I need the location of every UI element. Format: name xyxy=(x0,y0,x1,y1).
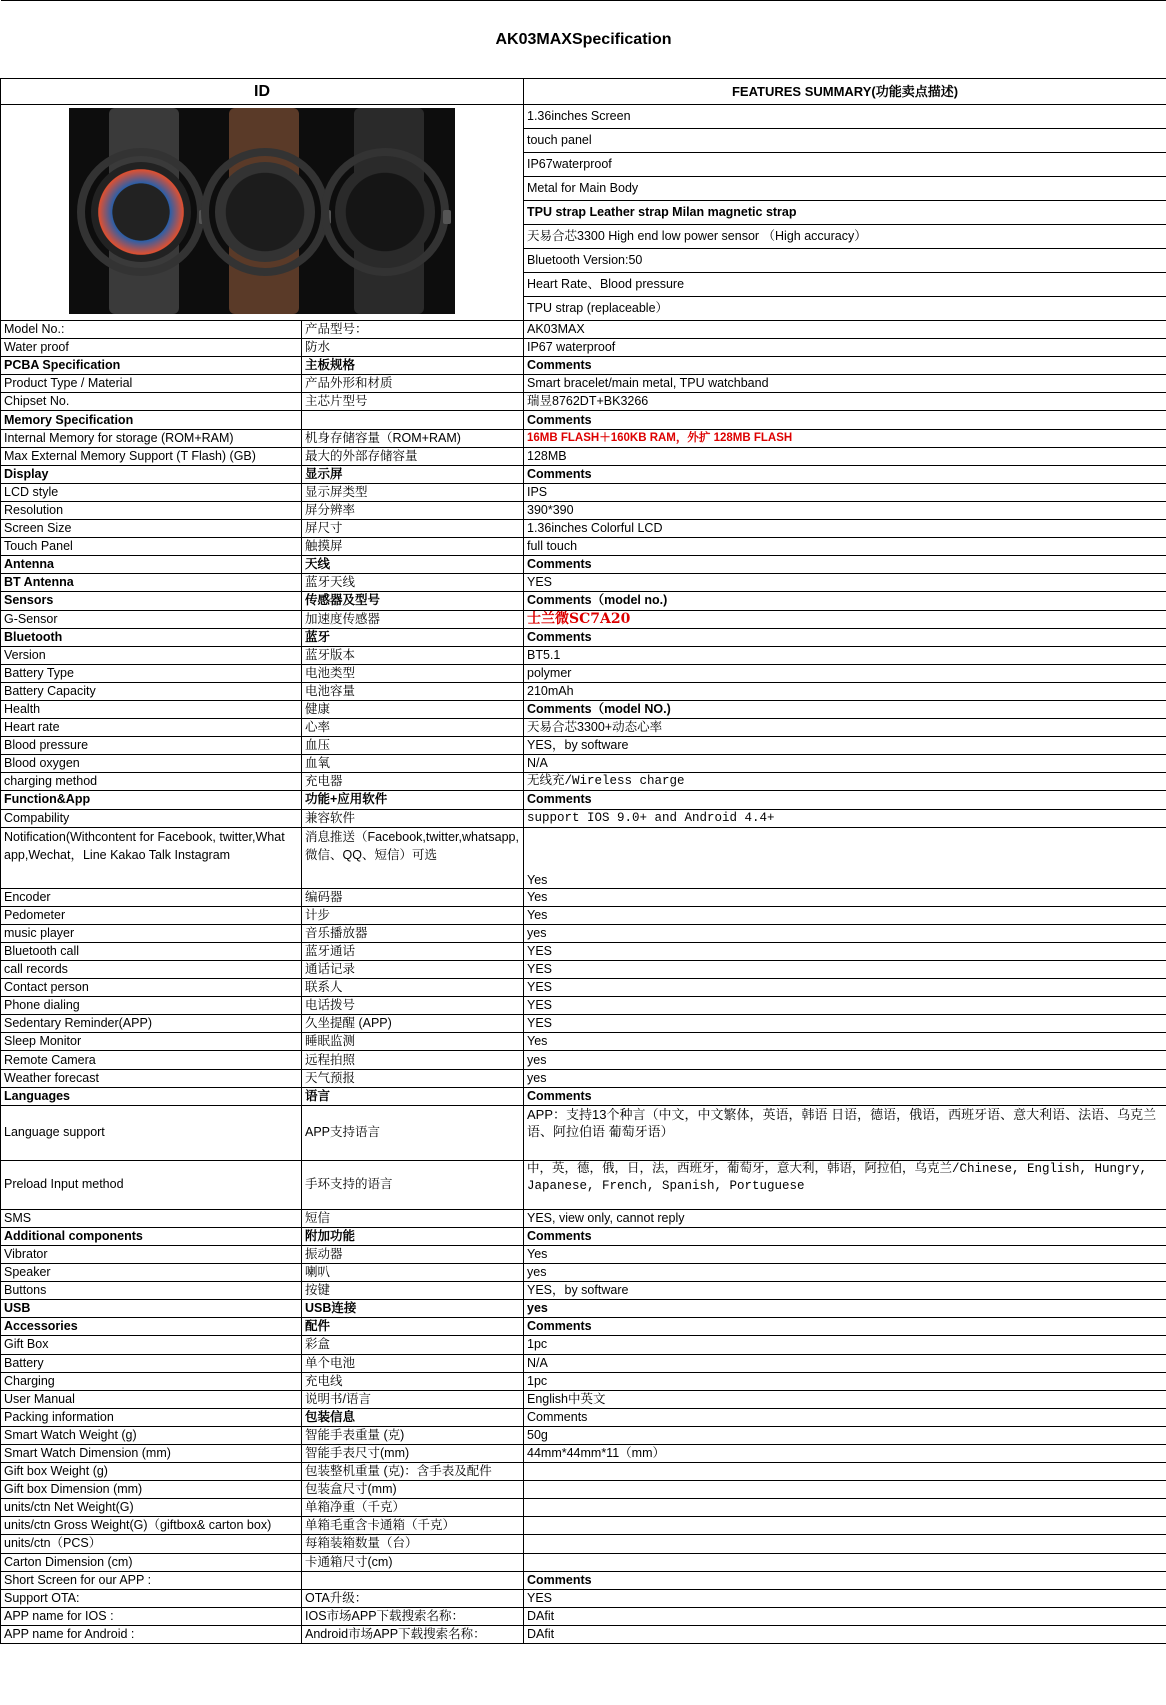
spec-label-en: Bluetooth call xyxy=(1,942,302,960)
spec-value: 1pc xyxy=(524,1372,1166,1390)
spec-row xyxy=(1,1426,1166,1444)
spec-value: 士兰微SC7A20 xyxy=(524,610,1166,628)
spec-label-en: Bluetooth xyxy=(1,628,302,646)
spec-row xyxy=(1,1463,1166,1481)
spec-row xyxy=(1,556,1166,574)
spec-value: Comments xyxy=(524,1227,1166,1245)
spec-label-cn: 屏尺寸 xyxy=(302,520,524,538)
spec-label-en: Compability xyxy=(1,809,302,827)
spec-label-en: Gift box Dimension (mm) xyxy=(1,1481,302,1499)
spec-row xyxy=(1,906,1166,924)
spec-row xyxy=(1,664,1166,682)
spec-value xyxy=(524,1499,1166,1517)
spec-label-en: Display xyxy=(1,465,302,483)
spec-value: yes xyxy=(524,924,1166,942)
spec-label-en: Support OTA: xyxy=(1,1589,302,1607)
spec-label-en: User Manual xyxy=(1,1390,302,1408)
feature-text: 天易合芯3300 High end low power sensor （High accuracy） xyxy=(524,225,1166,249)
spec-label-en: Remote Camera xyxy=(1,1051,302,1069)
notification-en: Notification(Withcontent for Facebook, twitter,What app,Wechat，Line Kakao Talk Instagram xyxy=(1,827,302,888)
spec-row xyxy=(1,1282,1166,1300)
spec-label-cn: 蓝牙 xyxy=(302,628,524,646)
spec-label-cn: 按键 xyxy=(302,1282,524,1300)
spec-value: YES xyxy=(524,574,1166,592)
spec-row xyxy=(1,997,1166,1015)
spec-row xyxy=(1,321,1166,339)
spec-label-en: Smart Watch Weight (g) xyxy=(1,1426,302,1444)
spec-value: 1.36inches Colorful LCD xyxy=(524,520,1166,538)
spec-label-en: Gift box Weight (g) xyxy=(1,1463,302,1481)
spec-label-en: Carton Dimension (cm) xyxy=(1,1553,302,1571)
spec-row xyxy=(1,791,1166,809)
spec-value xyxy=(524,1481,1166,1499)
spec-value: 44mm*44mm*11（mm） xyxy=(524,1444,1166,1462)
spec-label-en: Buttons xyxy=(1,1282,302,1300)
spec-label-en: Internal Memory for storage (ROM+RAM) xyxy=(1,429,302,447)
spec-label-cn xyxy=(302,411,524,429)
spec-row xyxy=(1,1499,1166,1517)
spec-value xyxy=(524,1463,1166,1481)
spec-label-cn: 机身存储容量（ROM+RAM) xyxy=(302,429,524,447)
spec-value: 390*390 xyxy=(524,501,1166,519)
feature-text: TPU strap (replaceable） xyxy=(524,297,1166,321)
spec-label-cn: USB连接 xyxy=(302,1300,524,1318)
spec-row xyxy=(1,1354,1166,1372)
spec-label-en: Resolution xyxy=(1,501,302,519)
spec-value: DAfit xyxy=(524,1607,1166,1625)
spec-value: Yes xyxy=(524,888,1166,906)
spec-label-cn: IOS市场APP下载搜索名称： xyxy=(302,1607,524,1625)
spec-row xyxy=(1,1372,1166,1390)
spec-label-cn: 显示屏类型 xyxy=(302,483,524,501)
spec-label-cn: 兼容软件 xyxy=(302,809,524,827)
spec-row xyxy=(1,411,1166,429)
spec-row xyxy=(1,1390,1166,1408)
spec-row xyxy=(1,1625,1166,1643)
spec-label-cn: 充电器 xyxy=(302,773,524,791)
spec-value: Comments（model no.) xyxy=(524,592,1166,610)
spec-value: IPS xyxy=(524,483,1166,501)
spec-label-en: call records xyxy=(1,961,302,979)
spec-label-cn: OTA升级： xyxy=(302,1589,524,1607)
spec-label-en: Health xyxy=(1,700,302,718)
notification-val: Yes xyxy=(524,827,1166,888)
spec-label-cn: 血氧 xyxy=(302,755,524,773)
spec-label-cn: 包装整机重量 (克)：含手表及配件 xyxy=(302,1463,524,1481)
spec-label-en: charging method xyxy=(1,773,302,791)
spec-label-cn: 单个电池 xyxy=(302,1354,524,1372)
spec-value: Comments xyxy=(524,1408,1166,1426)
spec-label-cn: 编码器 xyxy=(302,888,524,906)
spec-value: Comments xyxy=(524,556,1166,574)
spec-row xyxy=(1,1408,1166,1426)
spec-row xyxy=(1,1571,1166,1589)
spec-value: yes xyxy=(524,1300,1166,1318)
preload-val: 中，英，德，俄，日，法，西班牙，葡萄牙，意大利，韩语，阿拉伯，乌克兰/Chinese, English, Hungry, Japanese, French, Spanish, Portuguese xyxy=(524,1160,1166,1209)
spec-label-en: Weather forecast xyxy=(1,1069,302,1087)
spec-row xyxy=(1,501,1166,519)
spec-label-en: music player xyxy=(1,924,302,942)
spec-label-cn: 产品型号： xyxy=(302,321,524,339)
spec-label-cn: 功能+应用软件 xyxy=(302,791,524,809)
spec-row xyxy=(1,1069,1166,1087)
preload-en: Preload Input method xyxy=(1,1160,302,1209)
spec-label-cn: 单箱毛重含卡通箱（千克） xyxy=(302,1517,524,1535)
spec-row xyxy=(1,538,1166,556)
spec-label-en: Version xyxy=(1,646,302,664)
spec-row xyxy=(1,483,1166,501)
spec-label-cn: 显示屏 xyxy=(302,465,524,483)
spec-value: Comments xyxy=(524,628,1166,646)
spec-value: yes xyxy=(524,1051,1166,1069)
spec-value: 16MB FLASH＋160KB RAM，外扩 128MB FLASH xyxy=(524,429,1166,447)
feature-text: Bluetooth Version:50 xyxy=(524,249,1166,273)
spec-value: Comments（model NO.) xyxy=(524,700,1166,718)
spec-value: Comments xyxy=(524,465,1166,483)
spec-row xyxy=(1,574,1166,592)
spec-label-en: APP name for IOS : xyxy=(1,1607,302,1625)
feature-text: Heart Rate、Blood pressure xyxy=(524,273,1166,297)
spec-label-cn: 通话记录 xyxy=(302,961,524,979)
spec-label-cn: 防水 xyxy=(302,339,524,357)
spec-label-cn: 联系人 xyxy=(302,979,524,997)
spec-label-en: Sleep Monitor xyxy=(1,1033,302,1051)
feature-text: IP67waterproof xyxy=(524,153,1166,177)
spec-label-cn: 心率 xyxy=(302,719,524,737)
spec-label-en: Blood oxygen xyxy=(1,755,302,773)
spec-row xyxy=(1,961,1166,979)
spec-label-cn: 智能手表尺寸(mm) xyxy=(302,1444,524,1462)
spec-row xyxy=(1,1607,1166,1625)
spec-row xyxy=(1,1589,1166,1607)
spec-value: polymer xyxy=(524,664,1166,682)
spec-label-en: BT Antenna xyxy=(1,574,302,592)
language-support-en: Language support xyxy=(1,1105,302,1160)
spec-row xyxy=(1,773,1166,791)
spec-label-en: Contact person xyxy=(1,979,302,997)
spec-row xyxy=(1,1209,1166,1227)
spec-value: Comments xyxy=(524,1571,1166,1589)
spec-label-en: Smart Watch Dimension (mm) xyxy=(1,1444,302,1462)
spec-label-cn: 单箱净重（千克） xyxy=(302,1499,524,1517)
spec-label-en: units/ctn Gross Weight(G)（giftbox& carton box) xyxy=(1,1517,302,1535)
spec-label-cn: 喇叭 xyxy=(302,1264,524,1282)
feature-row xyxy=(1,105,1166,129)
spec-label-cn: 健康 xyxy=(302,700,524,718)
spec-row xyxy=(1,646,1166,664)
spec-label-en: Memory Specification xyxy=(1,411,302,429)
spec-label-en: Battery xyxy=(1,1354,302,1372)
spec-label-en: Sensors xyxy=(1,592,302,610)
spec-label-en: Phone dialing xyxy=(1,997,302,1015)
spec-label-en: units/ctn（PCS） xyxy=(1,1535,302,1553)
header-id: ID xyxy=(1,79,524,105)
spec-label-cn: 音乐播放器 xyxy=(302,924,524,942)
spec-value: Comments xyxy=(524,791,1166,809)
spec-label-en: Heart rate xyxy=(1,719,302,737)
spec-value: N/A xyxy=(524,1354,1166,1372)
header-features: FEATURES SUMMARY(功能卖点描述) xyxy=(524,79,1166,105)
spec-row xyxy=(1,1087,1166,1105)
spec-label-cn: 产品外形和材质 xyxy=(302,375,524,393)
spec-label-en: Screen Size xyxy=(1,520,302,538)
spec-label-cn: 蓝牙版本 xyxy=(302,646,524,664)
spec-value: Yes xyxy=(524,1245,1166,1263)
spec-row xyxy=(1,1535,1166,1553)
spec-value: 128MB xyxy=(524,447,1166,465)
spec-row xyxy=(1,1336,1166,1354)
spec-row xyxy=(1,700,1166,718)
spec-label-en: Model No.: xyxy=(1,321,302,339)
spec-label-cn: Android市场APP下载搜索名称： xyxy=(302,1625,524,1643)
spec-row xyxy=(1,1300,1166,1318)
spec-row xyxy=(1,465,1166,483)
spec-value: Yes xyxy=(524,906,1166,924)
spec-value: YES xyxy=(524,979,1166,997)
spec-label-en: Battery Capacity xyxy=(1,682,302,700)
spec-row xyxy=(1,1051,1166,1069)
spec-label-cn: 卡通箱尺寸(cm) xyxy=(302,1553,524,1571)
spec-label-en: Max External Memory Support (T Flash) (GB) xyxy=(1,447,302,465)
feature-text: 1.36inches Screen xyxy=(524,105,1166,129)
notification-row xyxy=(1,827,1166,888)
spec-label-en: Gift Box xyxy=(1,1336,302,1354)
spec-row xyxy=(1,682,1166,700)
spec-label-cn: 屏分辨率 xyxy=(302,501,524,519)
spec-label-cn: 每箱装箱数量（台） xyxy=(302,1535,524,1553)
spec-value xyxy=(524,1517,1166,1535)
spec-row xyxy=(1,628,1166,646)
language-support-row xyxy=(1,1105,1166,1160)
spec-label-en: Function&App xyxy=(1,791,302,809)
spec-label-en: Short Screen for our APP : xyxy=(1,1571,302,1589)
spec-label-cn: 最大的外部存储容量 xyxy=(302,447,524,465)
language-support-val: APP：支持13个种言（中文，中文繁体，英语，韩语 日语，德语，俄语，西班牙语、意大利语、法语、乌克兰语、阿拉伯语 葡萄牙语） xyxy=(524,1105,1166,1160)
spec-label-cn: 说明书/语言 xyxy=(302,1390,524,1408)
spec-label-en: LCD style xyxy=(1,483,302,501)
spec-label-en: Sedentary Reminder(APP) xyxy=(1,1015,302,1033)
spec-label-en: Charging xyxy=(1,1372,302,1390)
spec-row xyxy=(1,737,1166,755)
spec-label-en: SMS xyxy=(1,1209,302,1227)
spec-label-en: Touch Panel xyxy=(1,538,302,556)
watch-image xyxy=(69,108,455,314)
spec-value: yes xyxy=(524,1264,1166,1282)
spec-row xyxy=(1,1245,1166,1263)
spec-row xyxy=(1,755,1166,773)
spec-label-en: APP name for Android : xyxy=(1,1625,302,1643)
spec-row xyxy=(1,1015,1166,1033)
spec-value: yes xyxy=(524,1069,1166,1087)
spec-label-cn: 天线 xyxy=(302,556,524,574)
spec-label-en: PCBA Specification xyxy=(1,357,302,375)
spec-value: 天易合芯3300+动态心率 xyxy=(524,719,1166,737)
spec-value: 无线充/Wireless charge xyxy=(524,773,1166,791)
spec-label-en: Pedometer xyxy=(1,906,302,924)
spec-value: BT5.1 xyxy=(524,646,1166,664)
spec-label-en: Encoder xyxy=(1,888,302,906)
spec-label-cn: 血压 xyxy=(302,737,524,755)
spec-label-cn: 智能手表重量 (克) xyxy=(302,1426,524,1444)
spec-label-cn: 传感器及型号 xyxy=(302,592,524,610)
spec-label-en: Packing information xyxy=(1,1408,302,1426)
spec-label-cn: 蓝牙天线 xyxy=(302,574,524,592)
spec-label-cn: 短信 xyxy=(302,1209,524,1227)
spec-row xyxy=(1,942,1166,960)
spec-value: 瑞昱8762DT+BK3266 xyxy=(524,393,1166,411)
spec-row xyxy=(1,1318,1166,1336)
spec-value: Smart bracelet/main metal, TPU watchband xyxy=(524,375,1166,393)
spec-value: YES xyxy=(524,961,1166,979)
spec-label-en: Product Type / Material xyxy=(1,375,302,393)
feature-text: touch panel xyxy=(524,129,1166,153)
spec-label-en: Antenna xyxy=(1,556,302,574)
spec-label-cn: 触摸屏 xyxy=(302,538,524,556)
spec-label-cn: 久坐提醒 (APP) xyxy=(302,1015,524,1033)
spec-label-cn: 附加功能 xyxy=(302,1227,524,1245)
spec-value: YES xyxy=(524,942,1166,960)
spec-value xyxy=(524,1553,1166,1571)
spec-value: English中英文 xyxy=(524,1390,1166,1408)
sheet-title: AK03MAXSpecification xyxy=(1,1,1166,79)
spec-label-en: G-Sensor xyxy=(1,610,302,628)
spec-row xyxy=(1,429,1166,447)
spec-value: YES xyxy=(524,997,1166,1015)
spec-row xyxy=(1,1481,1166,1499)
spec-row xyxy=(1,1227,1166,1245)
spec-label-en: Speaker xyxy=(1,1264,302,1282)
spec-row xyxy=(1,610,1166,628)
preload-cn: 手环支持的语言 xyxy=(302,1160,524,1209)
product-photo xyxy=(1,105,524,321)
spec-value xyxy=(524,1535,1166,1553)
feature-text: TPU strap Leather strap Milan magnetic strap xyxy=(524,201,1166,225)
spec-value: YES，by software xyxy=(524,1282,1166,1300)
spec-label-cn: 计步 xyxy=(302,906,524,924)
spec-value: YES xyxy=(524,1015,1166,1033)
preload-row xyxy=(1,1160,1166,1209)
notification-cn: 消息推送（Facebook,twitter,whatsapp,微信、QQ、短信）可选 xyxy=(302,827,524,888)
spec-value: Yes xyxy=(524,1033,1166,1051)
spec-label-cn: 主芯片型号 xyxy=(302,393,524,411)
spec-value: DAfit xyxy=(524,1625,1166,1643)
spec-row xyxy=(1,393,1166,411)
spec-row xyxy=(1,979,1166,997)
spec-value: Comments xyxy=(524,411,1166,429)
spec-label-en: Water proof xyxy=(1,339,302,357)
spec-label-cn: 配件 xyxy=(302,1318,524,1336)
spec-label-cn: 睡眠监测 xyxy=(302,1033,524,1051)
spec-value: AK03MAX xyxy=(524,321,1166,339)
spec-value: 50g xyxy=(524,1426,1166,1444)
spec-value: IP67 waterproof xyxy=(524,339,1166,357)
spec-row xyxy=(1,357,1166,375)
spec-label-cn: 语言 xyxy=(302,1087,524,1105)
spec-label-cn: 包装信息 xyxy=(302,1408,524,1426)
spec-row xyxy=(1,1264,1166,1282)
spec-row xyxy=(1,447,1166,465)
spec-row xyxy=(1,339,1166,357)
spec-label-en: Vibrator xyxy=(1,1245,302,1263)
spec-value: Comments xyxy=(524,1087,1166,1105)
spec-label-en: Languages xyxy=(1,1087,302,1105)
spec-value: support IOS 9.0+ and Android 4.4+ xyxy=(524,809,1166,827)
spec-row xyxy=(1,1444,1166,1462)
spec-row xyxy=(1,809,1166,827)
spec-label-cn: 蓝牙通话 xyxy=(302,942,524,960)
spec-row xyxy=(1,375,1166,393)
spec-value: Comments xyxy=(524,1318,1166,1336)
spec-label-cn: 振动器 xyxy=(302,1245,524,1263)
language-support-cn: APP支持语言 xyxy=(302,1105,524,1160)
spec-label-en: Additional components xyxy=(1,1227,302,1245)
spec-value: 1pc xyxy=(524,1336,1166,1354)
spec-value: YES xyxy=(524,1589,1166,1607)
spec-label-en: Blood pressure xyxy=(1,737,302,755)
spec-label-cn: 彩盒 xyxy=(302,1336,524,1354)
spec-value: YES，by software xyxy=(524,737,1166,755)
spec-label-en: Battery Type xyxy=(1,664,302,682)
spec-label-cn: 电话拨号 xyxy=(302,997,524,1015)
spec-label-cn: 电池容量 xyxy=(302,682,524,700)
spec-row xyxy=(1,1033,1166,1051)
spec-label-en: Chipset No. xyxy=(1,393,302,411)
feature-text: Metal for Main Body xyxy=(524,177,1166,201)
spec-row xyxy=(1,592,1166,610)
spec-label-cn: 天气预报 xyxy=(302,1069,524,1087)
spec-value: N/A xyxy=(524,755,1166,773)
spec-label-cn xyxy=(302,1571,524,1589)
spec-label-cn: 加速度传感器 xyxy=(302,610,524,628)
spec-label-en: USB xyxy=(1,1300,302,1318)
spec-row xyxy=(1,888,1166,906)
spec-label-cn: 主板规格 xyxy=(302,357,524,375)
spec-row xyxy=(1,924,1166,942)
spec-label-cn: 电池类型 xyxy=(302,664,524,682)
spec-label-en: Accessories xyxy=(1,1318,302,1336)
spec-label-en: units/ctn Net Weight(G) xyxy=(1,1499,302,1517)
spec-label-cn: 包装盒尺寸(mm) xyxy=(302,1481,524,1499)
spec-label-cn: 远程拍照 xyxy=(302,1051,524,1069)
spec-label-cn: 充电线 xyxy=(302,1372,524,1390)
spec-value: Comments xyxy=(524,357,1166,375)
spec-row xyxy=(1,719,1166,737)
spec-value: full touch xyxy=(524,538,1166,556)
spec-value: YES, view only, cannot reply xyxy=(524,1209,1166,1227)
spec-value: 210mAh xyxy=(524,682,1166,700)
spec-row xyxy=(1,1517,1166,1535)
spec-row xyxy=(1,520,1166,538)
spec-row xyxy=(1,1553,1166,1571)
